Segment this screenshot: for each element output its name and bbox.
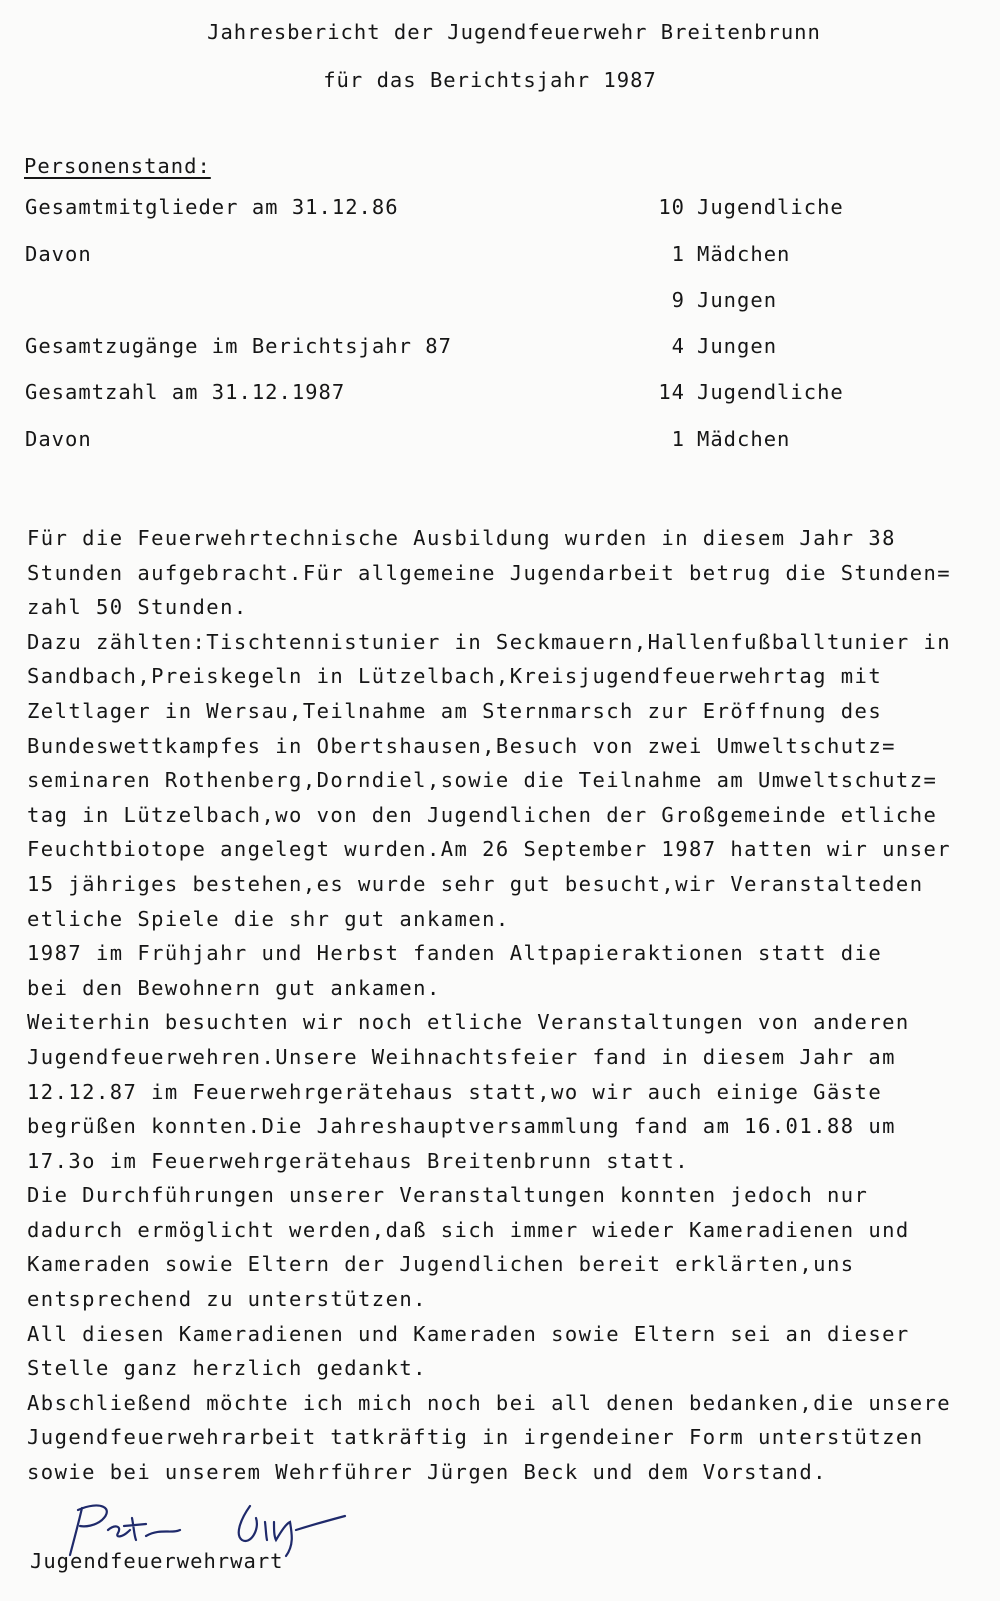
body-line: Abschließend möchte ich mich noch bei all denen bedanken,die unsere	[27, 1390, 952, 1415]
body-line: Weiterhin besuchten wir noch etliche Veranstaltungen von anderen	[27, 1010, 910, 1035]
stat-label: Gesamtmitglieder am 31.12.86	[25, 195, 399, 219]
body-line: begrüßen konnten.Die Jahreshauptversammlung fand am 16.01.88 um	[27, 1114, 896, 1139]
body-line: Bundeswettkampfes in Obertshausen,Besuch von zwei Umweltschutz=	[27, 733, 896, 758]
stat-unit: Mädchen	[697, 427, 791, 451]
stat-number: 4	[671, 334, 685, 358]
stat-number: 10	[658, 195, 685, 219]
body-line: Jugendfeuerwehrarbeit tatkräftig in irgendeiner Form unterstützen	[27, 1425, 924, 1450]
stat-row	[0, 288, 1000, 318]
stat-number: 14	[658, 380, 685, 404]
stat-unit: Jungen	[697, 288, 778, 312]
body-line: Dazu zählten:Tischtennistunier in Seckmauern,Hallenfußballtunier in	[27, 629, 952, 654]
body-line: Jugendfeuerwehren.Unsere Weihnachtsfeier fand in diesem Jahr am	[27, 1044, 896, 1069]
stat-label: Davon	[25, 427, 92, 451]
body-line: Stelle ganz herzlich gedankt.	[27, 1356, 427, 1381]
body-line: Kameraden sowie Eltern der Jugendlichen bereit erklärten,uns	[27, 1252, 855, 1277]
document-subtitle: für das Berichtsjahr 1987	[323, 68, 657, 92]
stat-unit: Mädchen	[697, 242, 791, 266]
body-line: Zeltlager in Wersau,Teilnahme am Sternmarsch zur Eröffnung des	[27, 698, 883, 723]
stat-row	[0, 427, 1000, 457]
stat-row	[0, 195, 1000, 225]
body-line: dadurch ermöglicht werden,daß sich immer wieder Kameradienen und	[27, 1217, 910, 1242]
body-line: entsprechend zu unterstützen.	[27, 1287, 427, 1312]
body-line: Sandbach,Preiskegeln in Lützelbach,Kreisjugendfeuerwehrtag mit	[27, 664, 883, 689]
body-line: seminaren Rothenberg,Dorndiel,sowie die Teilnahme am Umweltschutz=	[27, 768, 938, 793]
stat-label: Gesamtzahl am 31.12.1987	[25, 380, 346, 404]
body-line: bei den Bewohnern gut ankamen.	[27, 975, 441, 1000]
body-line: 17.3o im Feuerwehrgerätehaus Breitenbrunn statt.	[27, 1148, 690, 1173]
body-line: Für die Feuerwehrtechnische Ausbildung wurden in diesem Jahr 38	[27, 526, 896, 550]
stat-number: 1	[671, 427, 685, 451]
body-line: 1987 im Frühjahr und Herbst fanden Altpapieraktionen statt die	[27, 941, 883, 966]
stat-row	[0, 380, 1000, 410]
signature-role: Jugendfeuerwehrwart	[30, 1549, 284, 1573]
body-line: Die Durchführungen unserer Veranstaltungen konnten jedoch nur	[27, 1183, 869, 1208]
stat-number: 9	[671, 288, 685, 312]
body-line: tag in Lützelbach,wo von den Jugendlichen der Großgemeinde etliche	[27, 802, 938, 827]
stat-row	[0, 334, 1000, 364]
body-line: Feuchtbiotope angelegt wurden.Am 26 September 1987 hatten wir unser	[27, 837, 952, 862]
stat-label: Davon	[25, 242, 92, 266]
body-line: All diesen Kameradienen und Kameraden sowie Eltern sei an dieser	[27, 1321, 910, 1346]
stat-unit: Jungen	[697, 334, 778, 358]
body-line: 12.12.87 im Feuerwehrgerätehaus statt,wo wir auch einige Gäste	[27, 1079, 883, 1104]
report-body	[27, 521, 977, 1490]
body-line: sowie bei unserem Wehrführer Jürgen Beck und dem Vorstand.	[27, 1460, 827, 1485]
stat-unit: Jugendliche	[697, 380, 844, 404]
body-line: 15 jähriges bestehen,es wurde sehr gut besucht,wir Veranstalteden	[27, 871, 924, 896]
document-title: Jahresbericht der Jugendfeuerwehr Breitenbrunn	[207, 20, 821, 44]
body-line: zahl 50 Stunden.	[27, 595, 248, 620]
body-line: etliche Spiele die shr gut ankamen.	[27, 906, 510, 931]
stat-number: 1	[671, 242, 685, 266]
stat-row	[0, 242, 1000, 272]
stat-label: Gesamtzugänge im Berichtsjahr 87	[25, 334, 452, 358]
section-heading-personenstand: Personenstand:	[24, 154, 211, 178]
stat-unit: Jugendliche	[697, 195, 844, 219]
body-line: Stunden aufgebracht.Für allgemeine Jugendarbeit betrug die Stunden=	[27, 560, 952, 585]
